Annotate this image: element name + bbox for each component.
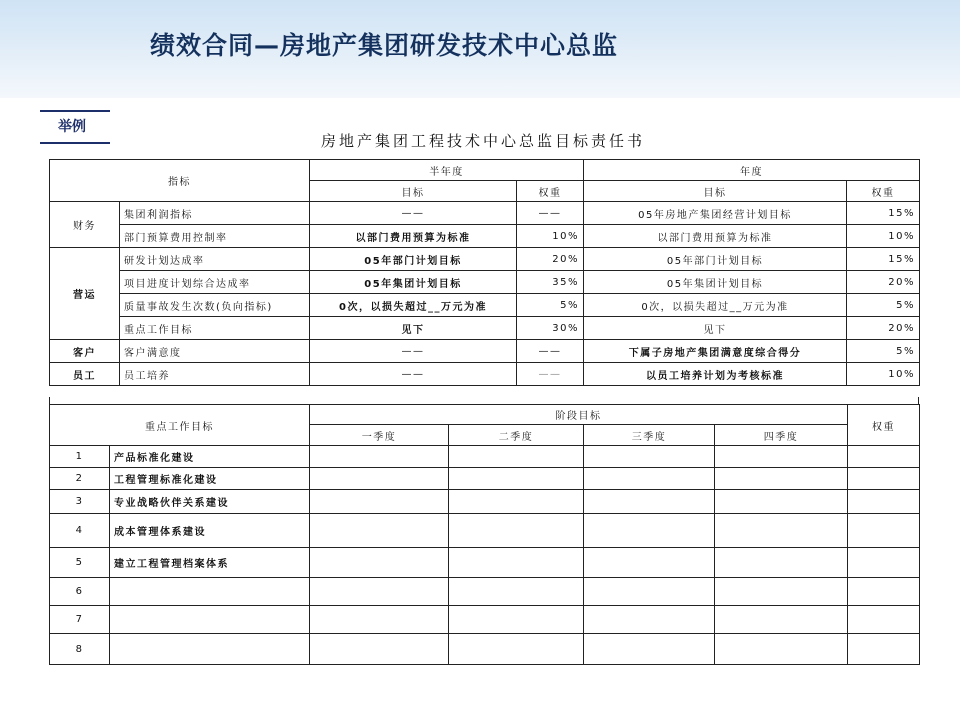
half-target-cell: 见下 — [310, 317, 517, 340]
row-number: 8 — [50, 634, 110, 665]
q2-cell — [449, 490, 584, 514]
goal-cell: 专业战略伙伴关系建设 — [110, 490, 310, 514]
half-target-cell: 0次，以损失超过__万元为准 — [310, 294, 517, 317]
goal-cell: 产品标准化建设 — [110, 446, 310, 468]
indicator-cell: 质量事故发生次数(负向指标) — [120, 294, 310, 317]
year-weight-cell: 20% — [847, 317, 920, 340]
goal-cell: 成本管理体系建设 — [110, 514, 310, 548]
half-target-cell: 05年部门计划目标 — [310, 248, 517, 271]
weight-cell — [848, 548, 920, 578]
indicator-cell: 部门预算费用控制率 — [120, 225, 310, 248]
goal-cell — [110, 578, 310, 606]
table-header-row — [50, 405, 920, 425]
indicator-cell: 客户满意度 — [120, 340, 310, 363]
header-q3: 三季度 — [584, 425, 715, 446]
q2-cell — [449, 634, 584, 665]
target-responsibility-table — [49, 159, 920, 386]
row-number: 7 — [50, 606, 110, 634]
group-customer: 客户 — [50, 340, 120, 363]
goal-cell — [110, 634, 310, 665]
document-title: 房地产集团工程技术中心总监目标责任书 — [320, 132, 645, 150]
q4-cell — [715, 514, 848, 548]
q3-cell — [584, 446, 715, 468]
slide-title: 绩效合同—房地产集团研发技术中心总监 — [150, 31, 619, 60]
header-q1: 一季度 — [310, 425, 449, 446]
q1-cell — [310, 490, 449, 514]
q1-cell — [310, 606, 449, 634]
table-row — [50, 490, 920, 514]
year-target-cell: 以部门费用预算为标准 — [584, 225, 847, 248]
row-number: 6 — [50, 578, 110, 606]
table-spacer — [49, 397, 919, 404]
table-row — [50, 202, 920, 225]
weight-cell — [848, 490, 920, 514]
goal-cell — [110, 606, 310, 634]
table-row — [50, 606, 920, 634]
weight-cell — [848, 578, 920, 606]
header-half-year: 半年度 — [310, 160, 584, 181]
header-indicator: 指标 — [50, 160, 310, 202]
indicator-cell: 重点工作目标 — [120, 317, 310, 340]
weight-cell — [848, 606, 920, 634]
q1-cell — [310, 548, 449, 578]
header-half-target: 目标 — [310, 181, 517, 202]
half-weight-cell: 35% — [517, 271, 584, 294]
q3-cell — [584, 634, 715, 665]
q2-cell — [449, 468, 584, 490]
year-weight-cell: 5% — [847, 294, 920, 317]
year-target-cell: 05年集团计划目标 — [584, 271, 847, 294]
q3-cell — [584, 490, 715, 514]
goal-cell: 建立工程管理档案体系 — [110, 548, 310, 578]
indicator-cell: 项目进度计划综合达成率 — [120, 271, 310, 294]
q3-cell — [584, 548, 715, 578]
group-staff: 员工 — [50, 363, 120, 386]
table-row — [50, 317, 920, 340]
header-year-target: 目标 — [584, 181, 847, 202]
half-weight-cell: —— — [517, 340, 584, 363]
table-header-row — [50, 160, 920, 181]
header-q4: 四季度 — [715, 425, 848, 446]
weight-cell — [848, 634, 920, 665]
table-row — [50, 446, 920, 468]
q1-cell — [310, 446, 449, 468]
row-number: 3 — [50, 490, 110, 514]
header-year-weight: 权重 — [847, 181, 920, 202]
indicator-cell: 研发计划达成率 — [120, 248, 310, 271]
half-weight-cell: 10% — [517, 225, 584, 248]
q1-cell — [310, 514, 449, 548]
table-row — [50, 578, 920, 606]
table-row — [50, 514, 920, 548]
row-number: 1 — [50, 446, 110, 468]
header-q2: 二季度 — [449, 425, 584, 446]
q4-cell — [715, 634, 848, 665]
half-target-cell: —— — [310, 340, 517, 363]
q3-cell — [584, 514, 715, 548]
year-target-cell: 05年房地产集团经营计划目标 — [584, 202, 847, 225]
q2-cell — [449, 606, 584, 634]
row-number: 2 — [50, 468, 110, 490]
header-weight: 权重 — [848, 405, 920, 446]
key-work-goals-table — [49, 404, 920, 665]
weight-cell — [848, 446, 920, 468]
weight-cell — [848, 468, 920, 490]
weight-cell — [848, 514, 920, 548]
q4-cell — [715, 490, 848, 514]
table-row — [50, 248, 920, 271]
table-row — [50, 225, 920, 248]
indicator-cell: 集团利润指标 — [120, 202, 310, 225]
table-row — [50, 468, 920, 490]
year-target-cell: 0次，以损失超过__万元为准 — [584, 294, 847, 317]
header-year: 年度 — [584, 160, 920, 181]
q4-cell — [715, 606, 848, 634]
table-row — [50, 294, 920, 317]
year-weight-cell: 5% — [847, 340, 920, 363]
half-target-cell: —— — [310, 363, 517, 386]
q1-cell — [310, 468, 449, 490]
q2-cell — [449, 548, 584, 578]
table-row — [50, 340, 920, 363]
half-weight-cell: —— — [517, 202, 584, 225]
year-target-cell: 05年部门计划目标 — [584, 248, 847, 271]
q3-cell — [584, 468, 715, 490]
table-row — [50, 271, 920, 294]
q1-cell — [310, 634, 449, 665]
year-target-cell: 见下 — [584, 317, 847, 340]
q1-cell — [310, 578, 449, 606]
half-weight-cell: 30% — [517, 317, 584, 340]
q3-cell — [584, 578, 715, 606]
header-key-work: 重点工作目标 — [50, 405, 310, 446]
year-weight-cell: 10% — [847, 363, 920, 386]
q4-cell — [715, 468, 848, 490]
table-row — [50, 363, 920, 386]
q2-cell — [449, 578, 584, 606]
q4-cell — [715, 446, 848, 468]
table-row — [50, 634, 920, 665]
q3-cell — [584, 606, 715, 634]
year-weight-cell: 15% — [847, 248, 920, 271]
half-weight-cell: 20% — [517, 248, 584, 271]
group-finance: 财务 — [50, 202, 120, 248]
q2-cell — [449, 446, 584, 468]
year-weight-cell: 15% — [847, 202, 920, 225]
header-banner — [0, 0, 960, 98]
header-half-weight: 权重 — [517, 181, 584, 202]
indicator-cell: 员工培养 — [120, 363, 310, 386]
q4-cell — [715, 548, 848, 578]
half-weight-cell: —— — [517, 363, 584, 386]
year-target-cell: 下属子房地产集团满意度综合得分 — [584, 340, 847, 363]
table-row — [50, 548, 920, 578]
goal-cell: 工程管理标准化建设 — [110, 468, 310, 490]
group-operation: 营运 — [50, 248, 120, 340]
label-top-rule — [40, 110, 110, 112]
example-label-text: 举例 — [58, 119, 86, 135]
half-weight-cell: 5% — [517, 294, 584, 317]
q2-cell — [449, 514, 584, 548]
half-target-cell: 05年集团计划目标 — [310, 271, 517, 294]
q4-cell — [715, 578, 848, 606]
year-weight-cell: 20% — [847, 271, 920, 294]
half-target-cell: 以部门费用预算为标准 — [310, 225, 517, 248]
half-target-cell: —— — [310, 202, 517, 225]
year-weight-cell: 10% — [847, 225, 920, 248]
year-target-cell: 以员工培养计划为考核标准 — [584, 363, 847, 386]
header-stage-target: 阶段目标 — [310, 405, 848, 425]
row-number: 5 — [50, 548, 110, 578]
row-number: 4 — [50, 514, 110, 548]
